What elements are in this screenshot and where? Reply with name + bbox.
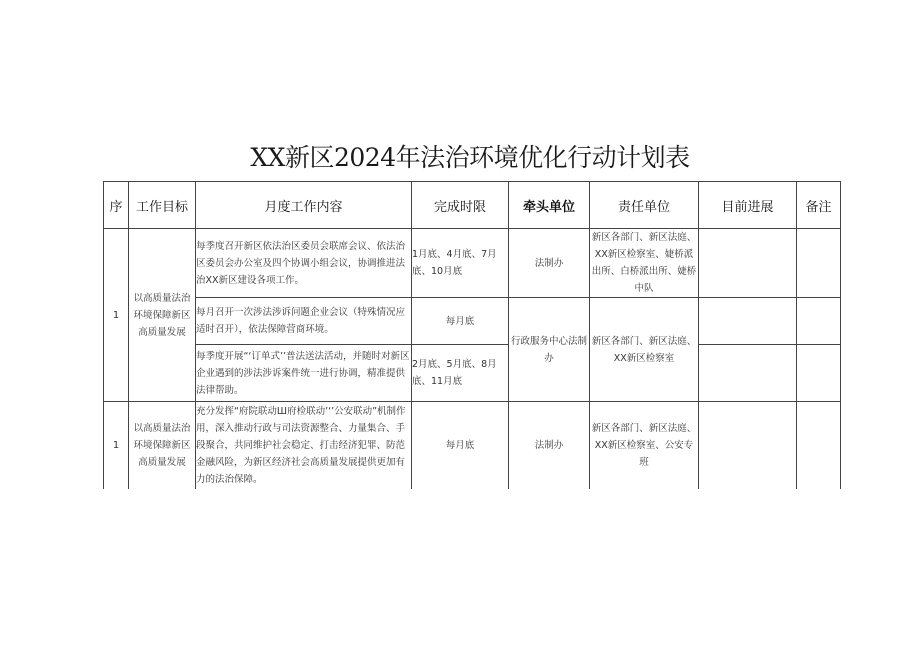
table-row xyxy=(104,229,841,298)
table-row xyxy=(104,345,841,402)
action-plan-table xyxy=(103,181,841,489)
row-note xyxy=(797,229,841,298)
row-responsible: 新区各部门、新区法庭、XX新区检察室 xyxy=(590,298,699,402)
row-content: 每月召开一次涉法涉诉问题企业会议（特殊情况应适时召开），依法保障营商环境。 xyxy=(196,298,412,345)
row-note xyxy=(797,402,841,490)
page-title: XX新区2024年法治环境优化行动计划表 xyxy=(250,143,690,172)
row-lead: 法制办 xyxy=(509,229,590,298)
row-lead: 行政服务中心法制办 xyxy=(509,298,590,402)
header-lead: 牵头单位 xyxy=(509,182,590,229)
row-deadline: 每月底 xyxy=(412,298,509,345)
header-content: 月度工作内容 xyxy=(196,182,412,229)
row-progress xyxy=(699,402,797,490)
header-goal: 工作目标 xyxy=(129,182,196,229)
header-responsible: 责任单位 xyxy=(590,182,699,229)
header-seq: 序 xyxy=(104,182,129,229)
row-content: 每季度召开新区依法治区委员会联席会议、依法治区委员会办公室及四个协调小组会议，协调推进法治XX新区建设各项工作。 xyxy=(196,229,412,298)
row-responsible: 新区各部门、新区法庭、XX新区检察室、婕桥派出所、白桥派出所、婕桥中队 xyxy=(590,229,699,298)
row-progress xyxy=(699,229,797,298)
row-goal: 以高质量法治环境保障新区高质量发展 xyxy=(129,402,196,490)
row-progress xyxy=(699,345,797,402)
table-header-row xyxy=(104,182,841,229)
row-progress xyxy=(699,298,797,345)
row-deadline: 2月底、5月底、8月底、11月底 xyxy=(412,345,509,402)
table-row xyxy=(104,298,841,345)
row-note xyxy=(797,298,841,345)
header-progress: 目前进展 xyxy=(699,182,797,229)
row-note xyxy=(797,345,841,402)
row-lead: 法制办 xyxy=(509,402,590,490)
row-deadline: 1月底、4月底、7月底、10月底 xyxy=(412,229,509,298)
table-row xyxy=(104,402,841,490)
row-seq: 1 xyxy=(104,402,129,490)
row-responsible: 新区各部门、新区法庭、XX新区检察室、公安专班 xyxy=(590,402,699,490)
row-content: 每季度开展“‘订单式’’普法送法活动，并随时对新区企业遇到的涉法涉诉案件统一进行协调，精准提供法律帮助。 xyxy=(196,345,412,402)
header-note: 备注 xyxy=(797,182,841,229)
row-deadline: 每月底 xyxy=(412,402,509,490)
row-seq: 1 xyxy=(104,229,129,402)
row-goal: 以高质量法治环境保障新区高质量发展 xyxy=(129,229,196,402)
row-content: 充分发挥“府院联动Ш府检联动’‘’公安联动”机制作用，深入推动行政与司法资源整合、力量集合、手段聚合，共同维护社会稳定、打击经济犯罪、防范金融风险，为新区经济社会高质量发展提供更加有力的法治保障。 xyxy=(196,402,412,490)
header-deadline: 完成时限 xyxy=(412,182,509,229)
